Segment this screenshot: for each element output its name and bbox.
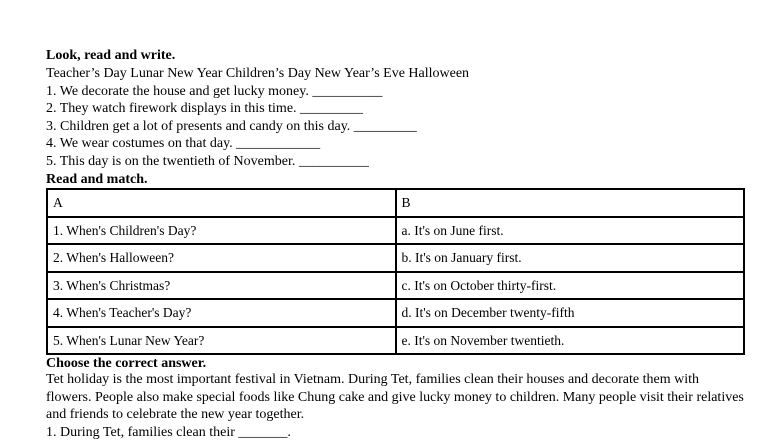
table-row [47,217,744,245]
question-cell: 4. When's Teacher's Day? [47,299,396,327]
table-header-row [47,189,744,217]
section2-heading: Read and match. [46,172,148,187]
answer-cell: b. It's on January first. [396,244,745,272]
column-a-header: A [47,189,396,217]
question-cell: 1. When's Children's Day? [47,217,396,245]
table-row [47,299,744,327]
mc-question-1: 1. During Tet, families clean their _______. [46,425,291,440]
write-item-5: 5. This day is on the twentieth of November. __________ [46,154,369,169]
column-b-header: B [396,189,745,217]
answer-cell: e. It's on November twentieth. [396,327,745,355]
word-bank: Teacher’s Day Lunar New Year Children’s Day New Year’s Eve Halloween [46,66,470,81]
table-row [47,327,744,355]
reading-paragraph: Tet holiday is the most important festival in Vietnam. During Tet, families clean their houses and decorate them with flowers. People also make special foods like Chung cake and give lucky money to children. Many people visit their relatives and friends to celebrate the new year together. [46,372,744,423]
answer-cell: d. It's on December twenty-fifth [396,299,745,327]
table-row [47,244,744,272]
write-item-3: 3. Children get a lot of presents and candy on this day. _________ [46,119,417,134]
answer-cell: a. It's on June first. [396,217,745,245]
section1-heading: Look, read and write. [46,48,176,63]
write-item-1: 1. We decorate the house and get lucky money. __________ [46,84,383,99]
match-table [46,188,745,355]
write-item-2: 2. They watch firework displays in this time. _________ [46,101,364,116]
question-cell: 3. When's Christmas? [47,272,396,300]
write-item-4: 4. We wear costumes on that day. ____________ [46,136,321,151]
table-row [47,272,744,300]
section3-heading: Choose the correct answer. [46,356,207,371]
answer-cell: c. It's on October thirty-first. [396,272,745,300]
question-cell: 2. When's Halloween? [47,244,396,272]
question-cell: 5. When's Lunar New Year? [47,327,396,355]
